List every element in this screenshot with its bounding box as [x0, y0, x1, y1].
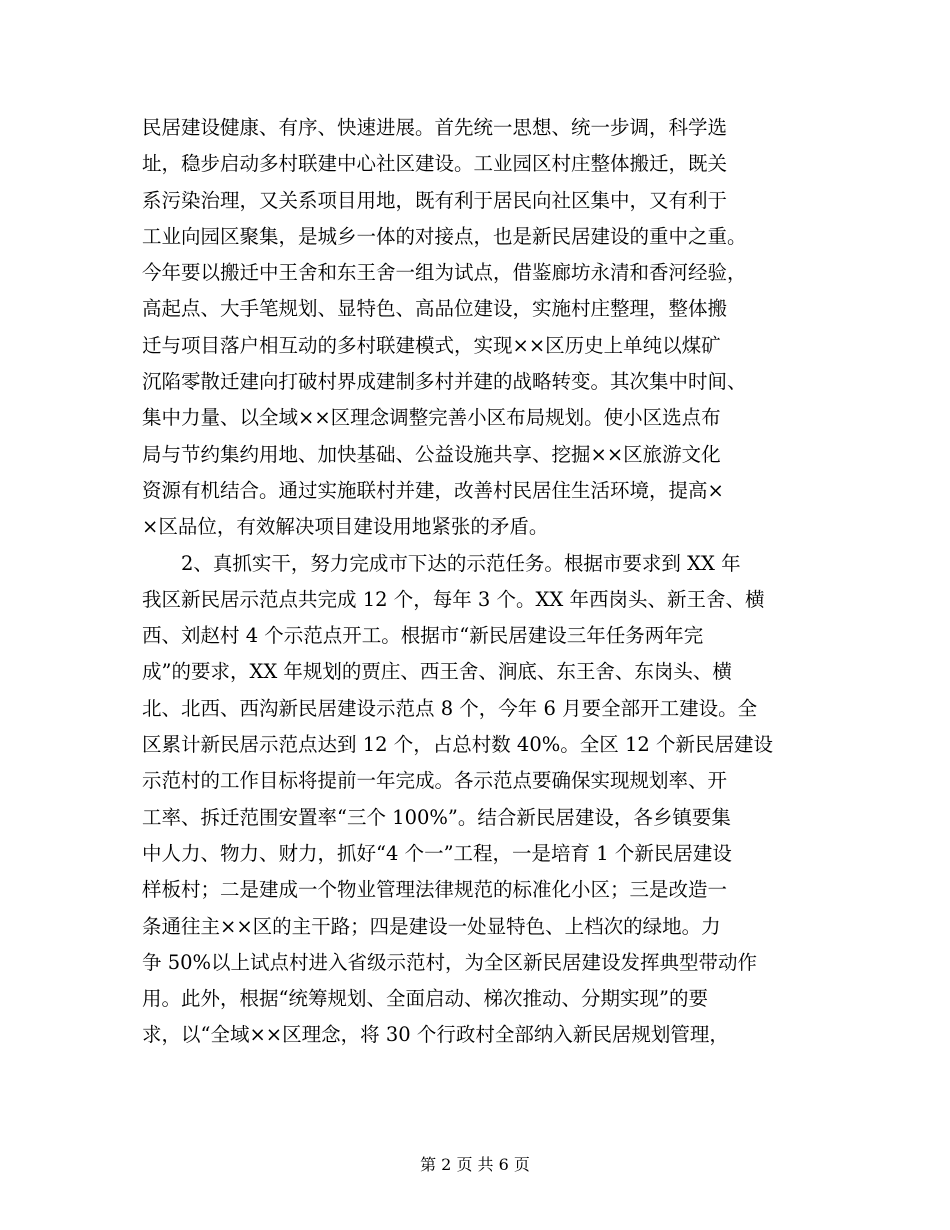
text-line: 示范村的工作目标将提前一年完成。各示范点要确保实现规划率、开: [142, 769, 728, 793]
body-text: [142, 110, 812, 1054]
text-line: 条通往主××区的主干路；四是建设一处显特色、上档次的绿地。力: [142, 914, 721, 938]
text-line: 我区新民居示范点共完成 12 个，每年 3 个。XX 年西岗头、新王舍、横: [142, 587, 765, 611]
text-line: ×区品位，有效解决项目建设用地紧张的矛盾。: [142, 515, 549, 539]
text-line: 民居建设健康、有序、快速进展。首先统一思想、统一步调，科学选: [142, 116, 728, 139]
text-line: 求，以“全域××区理念，将 30 个行政村全部纳入新民居规划管理，: [142, 1023, 729, 1047]
text-line: 迁与项目落户相互动的多村联建模式，实现××区历史上单纯以煤矿: [142, 333, 721, 357]
text-line: 中人力、物力、财力，抓好“4 个一”工程，一是培育 1 个新民居建设: [142, 841, 732, 865]
text-line: 北、北西、西沟新民居建设示范点 8 个，今年 6 月要全部开工建设。全: [142, 696, 758, 720]
text-line: 区累计新民居示范点达到 12 个，占总村数 40%。全区 12 个新民居建设: [142, 733, 773, 757]
text-line: 工率、拆迁范围安置率“三个 100%”。结合新民居建设，各乡镇要集: [142, 805, 731, 829]
text-line: 高起点、大手笔规划、显特色、高品位建设，实施村庄整理，整体搬: [142, 297, 728, 321]
text-line: 资源有机结合。通过实施联村并建，改善村民居住生活环境，提高×: [142, 478, 724, 502]
text-line: 争 50%以上试点村进入省级示范村，为全区新民居建设发挥典型带动作: [142, 950, 758, 974]
text-line: 址，稳步启动多村联建中心社区建设。工业园区村庄整体搬迁，既关: [142, 152, 728, 176]
text-line: 用。此外，根据“统筹规划、全面启动、梯次推动、分期实现”的要: [142, 987, 708, 1011]
page-footer: [0, 1154, 950, 1176]
text-line: 2、真抓实干，努力完成市下达的示范任务。根据市要求到 XX 年: [142, 551, 741, 575]
text-line: 样板村；二是建成一个物业管理法律规范的标准化小区；三是改造一: [142, 878, 728, 902]
text-line: 成”的要求，XX 年规划的贾庄、西王舍、涧底、东王舍、东岗头、横: [142, 660, 732, 684]
page-number: 第 2 页 共 6 页: [420, 1155, 530, 1174]
text-line: 系污染治理，又关系项目用地，既有利于居民向社区集中，又有利于: [142, 188, 728, 212]
text-line: 沉陷零散迁建向打破村界成建制多村并建的战略转变。其次集中时间、: [142, 370, 747, 394]
text-line: 局与节约集约用地、加快基础、公益设施共享、挖掘××区旅游文化: [142, 442, 721, 466]
text-line: 今年要以搬迁中王舍和东王舍一组为试点，借鉴廊坊永清和香河经验，: [142, 261, 747, 285]
text-line: 工业向园区聚集，是城乡一体的对接点，也是新民居建设的重中之重。: [142, 224, 747, 248]
text-line: 集中力量、以全域××区理念调整完善小区布局规划。使小区选点布: [142, 406, 721, 430]
text-line: 西、刘赵村 4 个示范点开工。根据市“新民居建设三年任务两年完: [142, 624, 704, 648]
